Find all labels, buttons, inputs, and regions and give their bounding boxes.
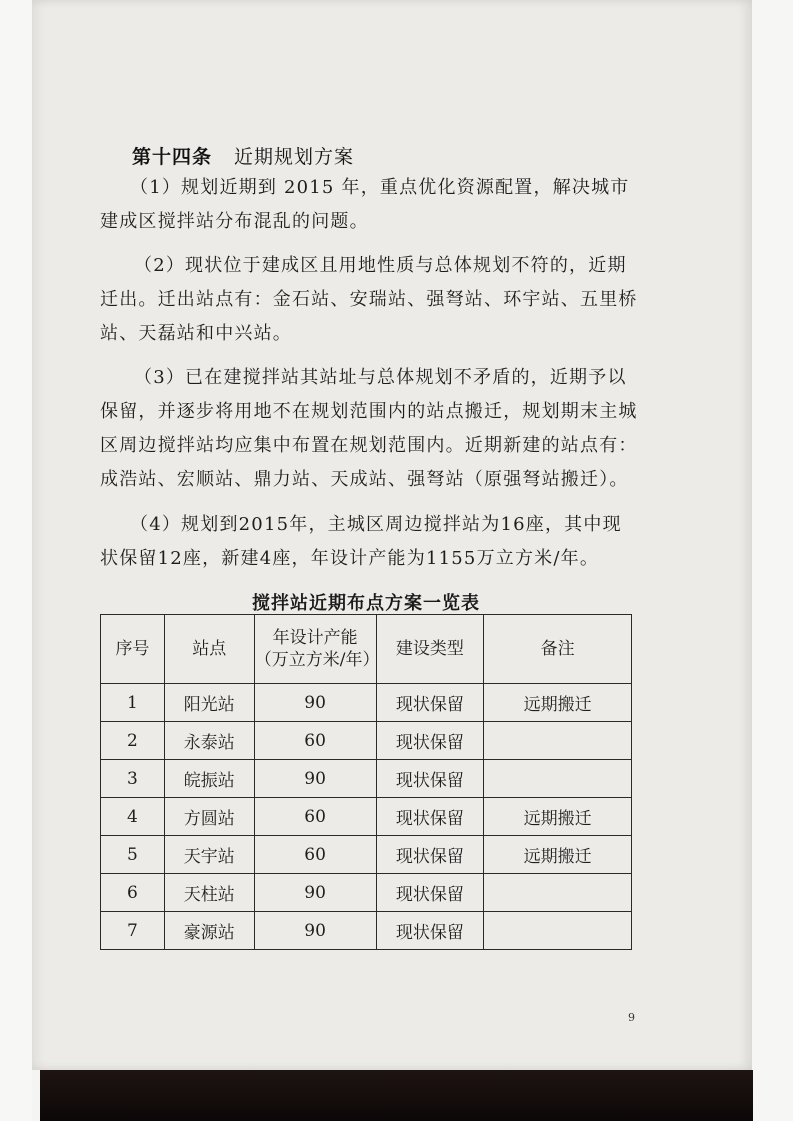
article-title: 近期规划方案 bbox=[234, 146, 355, 168]
cell-capacity: 90 bbox=[254, 760, 376, 798]
cell-remark bbox=[484, 912, 632, 950]
cell-station: 方圆站 bbox=[164, 798, 254, 836]
header-capacity bbox=[254, 615, 380, 684]
cell-no: 2 bbox=[101, 722, 165, 760]
cell-type: 现状保留 bbox=[376, 874, 484, 912]
cell-type: 现状保留 bbox=[376, 836, 484, 874]
cell-type: 现状保留 bbox=[376, 912, 484, 950]
table-row bbox=[101, 760, 632, 798]
cell-remark bbox=[484, 760, 632, 798]
paragraph-2: （2）现状位于建成区且用地性质与总体规划不符的，近期迁出。迁出站点有：金石站、安瑞站、强弩站、环宇站、五里桥站、天磊站和中兴站。 bbox=[100, 255, 638, 344]
cell-type: 现状保留 bbox=[376, 798, 484, 836]
cell-no: 3 bbox=[101, 760, 165, 798]
cell-remark: 远期搬迁 bbox=[484, 684, 632, 722]
table-row bbox=[101, 684, 632, 722]
paragraph-3: （3）已在建搅拌站其站址与总体规划不矛盾的，近期予以保留，并逐步将用地不在规划范围内的站点搬迁，规划期末主城区周边搅拌站均应集中布置在规划范围内。近期新建的站点有：成浩站、宏顺站、鼎力站、天成站、强弩站（原强弩站搬迁）。 bbox=[100, 367, 638, 490]
table-row bbox=[101, 798, 632, 836]
header-capacity-line2: （万立方米/年） bbox=[254, 650, 380, 670]
cell-remark: 远期搬迁 bbox=[484, 798, 632, 836]
cell-capacity: 90 bbox=[254, 874, 376, 912]
table-row bbox=[101, 874, 632, 912]
table-title: 搅拌站近期布点方案一览表 bbox=[252, 593, 480, 614]
paragraph-1: （1）规划近期到 2015 年，重点优化资源配置，解决城市建成区搅拌站分布混乱的问题。 bbox=[100, 177, 630, 232]
cell-type: 现状保留 bbox=[376, 722, 484, 760]
paragraph-4: （4）规划到2015年，主城区周边搅拌站为16座，其中现状保留12座，新建4座，年设计产能为1155万立方米/年。 bbox=[100, 514, 622, 569]
cell-station: 阳光站 bbox=[164, 684, 254, 722]
background-left bbox=[0, 0, 32, 1121]
cell-type: 现状保留 bbox=[376, 684, 484, 722]
cell-remark bbox=[484, 722, 632, 760]
cell-type: 现状保留 bbox=[376, 760, 484, 798]
desk-edge bbox=[40, 1070, 753, 1121]
table-row bbox=[101, 836, 632, 874]
cell-remark bbox=[484, 874, 632, 912]
cell-station: 永泰站 bbox=[164, 722, 254, 760]
cell-station: 天柱站 bbox=[164, 874, 254, 912]
cell-capacity: 90 bbox=[254, 912, 376, 950]
cell-no: 1 bbox=[101, 684, 165, 722]
cell-station: 豪源站 bbox=[164, 912, 254, 950]
cell-no: 4 bbox=[101, 798, 165, 836]
cell-capacity: 90 bbox=[254, 684, 376, 722]
header-station: 站点 bbox=[164, 615, 254, 684]
header-remark: 备注 bbox=[484, 615, 632, 684]
header-no: 序号 bbox=[101, 615, 165, 684]
station-plan-table bbox=[100, 614, 632, 950]
cell-capacity: 60 bbox=[254, 798, 376, 836]
table-header-row bbox=[101, 615, 632, 684]
cell-capacity: 60 bbox=[254, 722, 376, 760]
page-number: 9 bbox=[628, 1011, 635, 1024]
cell-station: 皖振站 bbox=[164, 760, 254, 798]
article-number: 第十四条 bbox=[132, 146, 213, 168]
table-row bbox=[101, 912, 632, 950]
header-type: 建设类型 bbox=[376, 615, 484, 684]
table-row bbox=[101, 722, 632, 760]
cell-no: 5 bbox=[101, 836, 165, 874]
article-heading bbox=[132, 142, 354, 169]
cell-remark: 远期搬迁 bbox=[484, 836, 632, 874]
cell-no: 7 bbox=[101, 912, 165, 950]
cell-no: 6 bbox=[101, 874, 165, 912]
cell-capacity: 60 bbox=[254, 836, 376, 874]
background-right bbox=[748, 0, 793, 1121]
cell-station: 天宇站 bbox=[164, 836, 254, 874]
header-capacity-line1: 年设计产能 bbox=[272, 628, 358, 648]
